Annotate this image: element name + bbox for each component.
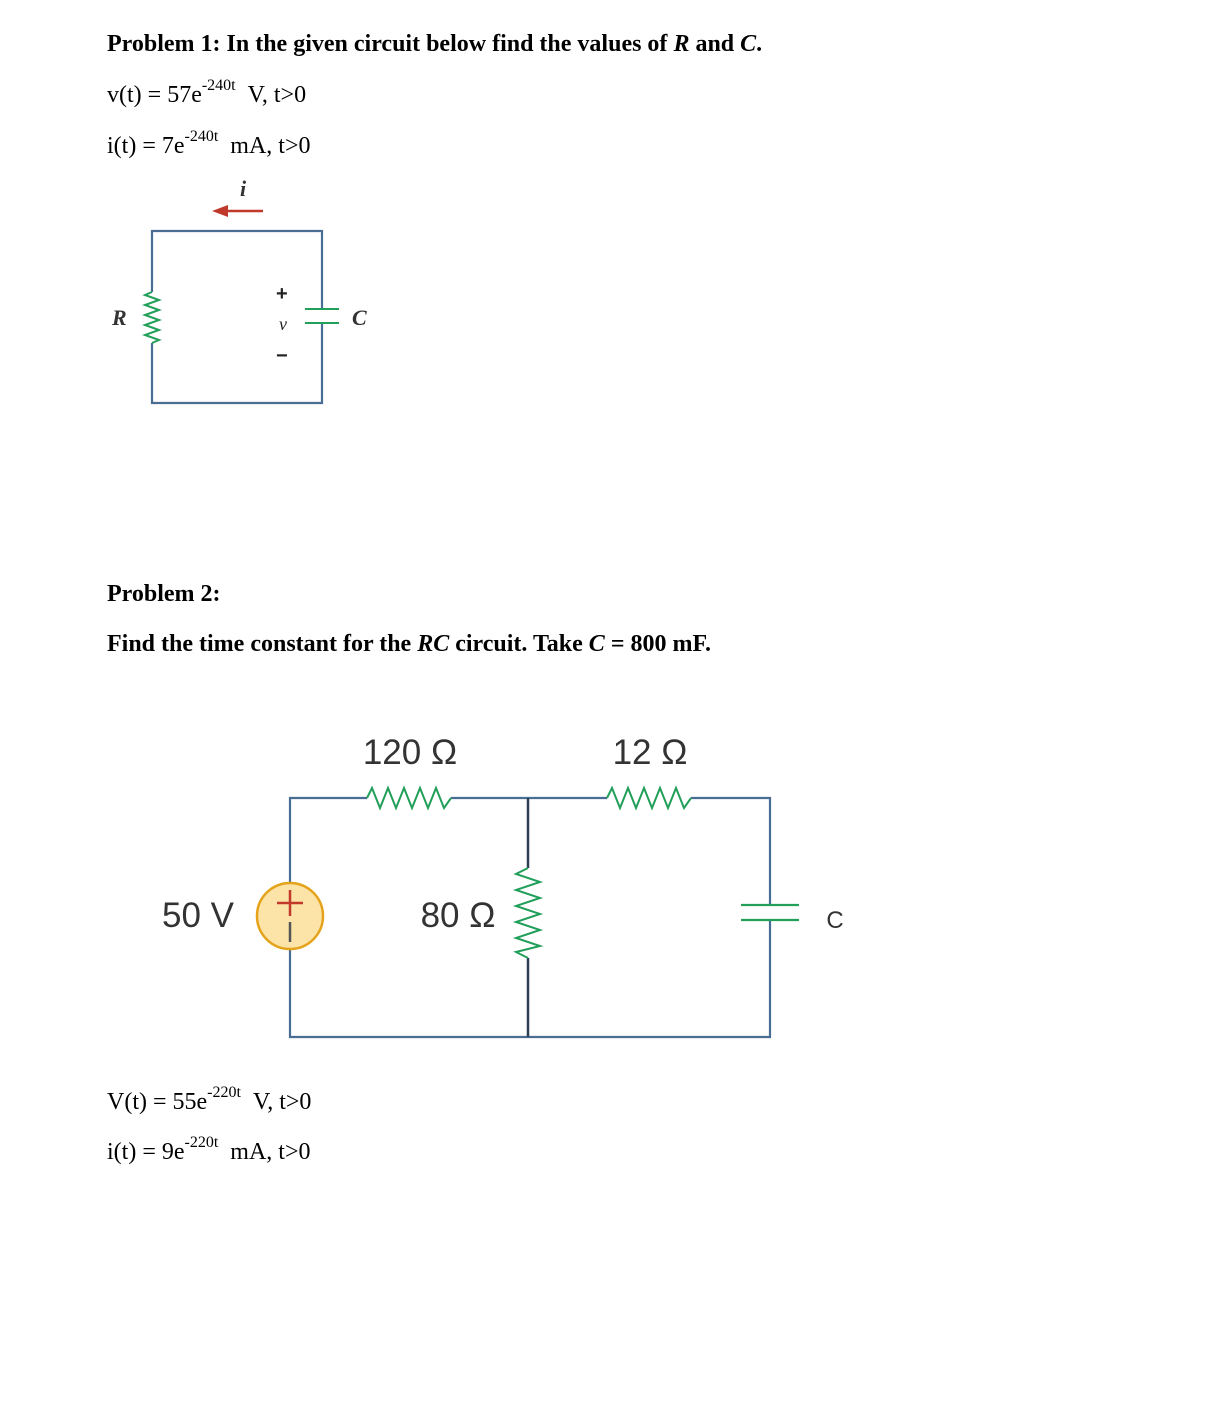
current-label: i (240, 176, 247, 201)
voltage-label-v: v (279, 314, 287, 334)
problem2-question: Find the time constant for the RC circuit. Take C = 800 mF. (107, 631, 711, 657)
minus-sign: − (276, 345, 288, 367)
circuit1 (111, 176, 367, 403)
capacitor-label-C: C (352, 305, 367, 330)
problem2-heading: Problem 2: (107, 581, 221, 607)
problem2-current-equation: $i(t) = 9e^{-220t}$ mA, t>0 (107, 1134, 311, 1165)
label-capacitor-C: C (826, 907, 844, 934)
problem1-heading: Problem 1: In the given circuit below find the values of R and C. (107, 31, 763, 57)
capacitor-C (305, 309, 339, 323)
current-arrow-icon (212, 205, 263, 217)
resistor-12-ohm (607, 788, 691, 808)
circuit1-wire-bottom (152, 323, 322, 403)
label-120-ohm: 120 Ω (362, 733, 458, 772)
circuit2 (162, 733, 844, 1037)
voltage-source (257, 883, 323, 949)
circuit2-wire-left-top (290, 798, 367, 882)
problem2-voltage-equation: $V(t) = 55e^{-220t}$ V, t>0 (107, 1084, 312, 1115)
problem1-voltage-equation: $v(t) = 57e^{-240t}$ V, t>0 (107, 77, 307, 108)
circuit1-wire-top (152, 231, 322, 309)
resistor-R (145, 292, 159, 343)
plus-sign: + (276, 283, 288, 305)
label-12-ohm: 12 Ω (612, 733, 688, 772)
resistor-label-R: R (112, 305, 127, 330)
circuit2-wire-bottom (290, 920, 770, 1037)
resistor-80-ohm (516, 868, 540, 958)
resistor-120-ohm (367, 788, 451, 808)
label-50-volt: 50 V (162, 896, 234, 935)
problem1-current-equation: $i(t) = 7e^{-240t}$ mA, t>0 (107, 128, 311, 159)
capacitor-C2 (741, 905, 799, 920)
circuit2-wire-right-top (691, 798, 770, 905)
label-80-ohm: 80 Ω (420, 896, 496, 935)
